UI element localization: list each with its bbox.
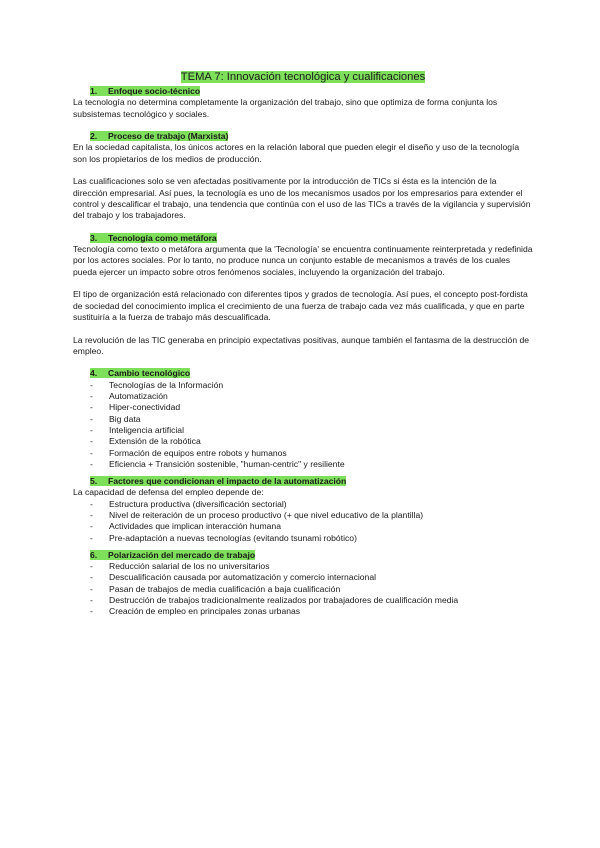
list-item: - Descualificación causada por automatización y comercio internacional — [73, 572, 533, 583]
section-heading-4: 4. Cambio tecnológico — [90, 368, 191, 379]
list-item: - Reducción salarial de los no universitarios — [73, 561, 533, 572]
bullet-list — [73, 499, 533, 544]
list-item: - Estructura productiva (diversificación sectorial) — [73, 499, 533, 510]
paragraph: La revolución de las TIC generaba en principio expectativas positivas, aunque también el fantasma de la destrucción de empleo. — [73, 334, 530, 356]
list-item: - Eficiencia + Transición sostenible, "human-centric" y resiliente — [73, 459, 533, 470]
section-heading-2: 2. Proceso de trabajo (Marxista) — [90, 131, 229, 142]
list-item: - Automatización — [73, 391, 533, 402]
bullet-list — [73, 561, 533, 617]
paragraph: La capacidad de defensa del empleo depende de: — [73, 487, 264, 498]
list-item: - Formación de equipos entre robots y humanos — [73, 448, 533, 459]
list-item: - Actividades que implican interacción humana — [73, 521, 533, 532]
page-title: TEMA 7: Innovación tecnológica y cualificaciones — [180, 71, 426, 83]
paragraph: En la sociedad capitalista, los únicos actores en la relación laboral que pueden elegir el diseño y uso de la tecnología son los propietarios de los medios de producción. — [73, 142, 520, 164]
document-body — [73, 71, 533, 618]
list-item: - Creación de empleo en principales zonas urbanas — [73, 606, 533, 617]
list-item: - Tecnologías de la Información — [73, 380, 533, 391]
section-heading-1: 1. Enfoque socio-técnico — [90, 86, 201, 96]
list-item: - Destrucción de trabajos tradicionalmente realizados por trabajadores de cualificación media — [73, 595, 533, 606]
paragraph: El tipo de organización está relacionado con diferentes tipos y grados de tecnología. Así pues, el concepto post-fordista de sociedad del conocimiento implica el crecimiento de una fuerza de trabajo cada vez más cualificada, y que en parte sustituiría a la fuerza de trabajo más descualificada. — [73, 289, 528, 322]
list-item: - Pre-adaptación a nuevas tecnologías (evitando tsunami robótico) — [73, 533, 533, 544]
list-item: - Nivel de reiteración de un proceso productivo (+ que nivel educativo de la plantilla) — [73, 510, 533, 521]
list-item: - Hiper-conectividad — [73, 402, 533, 413]
paragraph: Las cualificaciones solo se ven afectadas positivamente por la introducción de TICs si ésta es la intención de la dirección empresarial. Así pues, la tecnología es uno de los mecanismos usados por los empresarios para extender el control y descalificar el trabajo, una tendencia que continúa con el uso de las TICs a través de la vigilancia y supervisión del trabajo y los trabajadores. — [73, 176, 531, 221]
section-heading-5: 5. Factores que condicionan el impacto de la automatización — [90, 476, 347, 487]
list-item: - Big data — [73, 414, 533, 425]
section-heading-3: 3. Tecnología como metáfora — [90, 232, 217, 243]
list-item: - Pasan de trabajos de media cualificación a baja cualificación — [73, 584, 533, 595]
list-item: - Inteligencia artificial — [73, 425, 533, 436]
paragraph: Tecnología como texto o metáfora argumenta que la 'Tecnología' se encuentra continuamente reinterpretada y redefinida por los actores sociales. Por lo tanto, no produce nunca un conjunto estable de mecanismos a través de los cuales pueda ejercer un impacto sobre otros fenómenos sociales, incluyendo la organización del trabajo. — [73, 244, 533, 277]
section-heading-6: 6. Polarización del mercado de trabajo — [90, 549, 256, 560]
paragraph: La tecnología no determina completamente la organización del trabajo, sino que optimiza de forma conjunta los subsistemas tecnológico y sociales. — [73, 97, 498, 119]
list-item: - Extensión de la robótica — [73, 436, 533, 447]
bullet-list — [73, 380, 533, 470]
